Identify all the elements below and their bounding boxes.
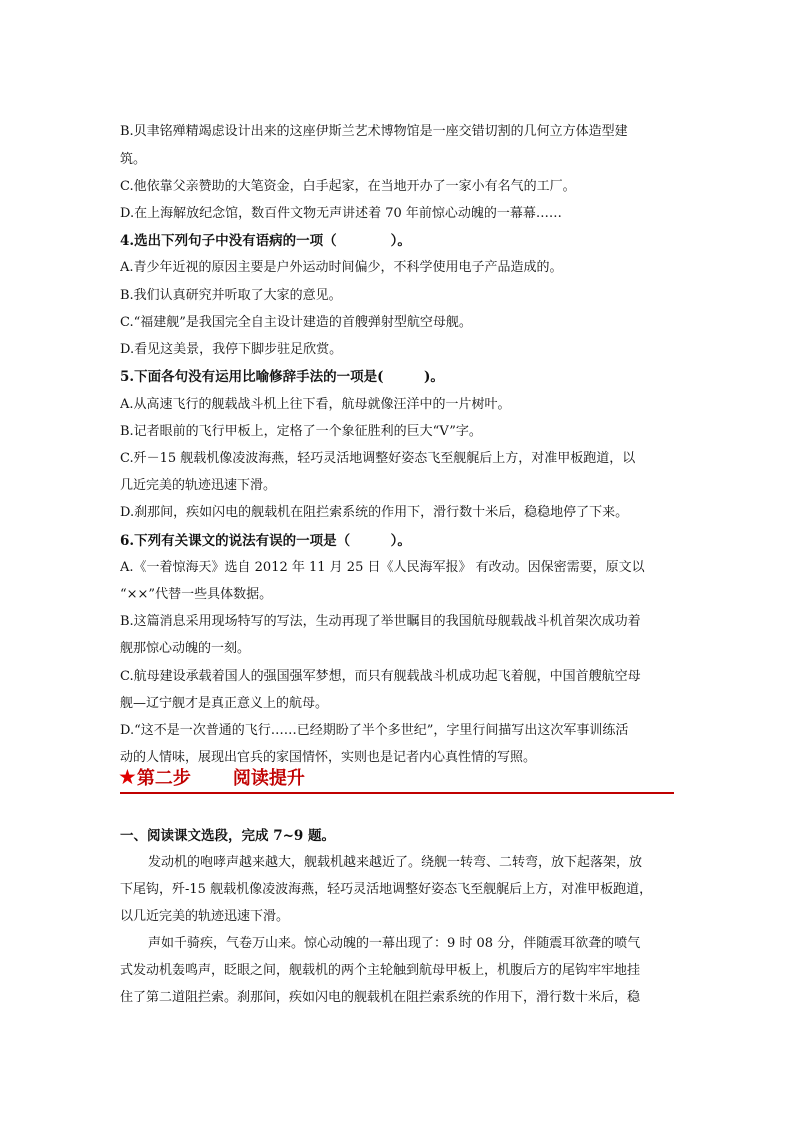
option-6d-line-2: 动的人情味，展现出官兵的家国情怀，实则也是记者内心真性情的写照。	[120, 750, 537, 765]
option-5b: B.记者眼前的飞行甲板上，定格了一个象征胜利的巨大“V”字。	[120, 424, 482, 439]
passage-p2-line-1: 声如千骑疾，气卷万山来。惊心动魄的一幕出现了：9 时 08 分，伴随震耳欲聋的喷气	[148, 936, 641, 951]
option-3c: C.他依靠父亲赞助的大笔资金，白手起家，在当地开办了一家小有名气的工厂。	[120, 179, 576, 194]
option-3b-line-1: B.贝聿铭殚精竭虑设计出来的这座伊斯兰艺术博物馆是一座交错切割的几何立方体造型建	[120, 124, 628, 139]
passage-p1-line-3: 以几近完美的轨迹迅速下滑。	[120, 909, 290, 924]
option-6a-line-1: A.《一着惊海天》选自 2012 年 11 月 25 日《人民海军报》 有改动。因保密需要，原文以	[120, 560, 645, 575]
section-name: 阅读提升	[232, 768, 305, 789]
question-6: 6.下列有关课文的说法有误的一项是（ ）。	[120, 533, 411, 549]
passage-p1-line-2: 下尾钩，歼-15 舰载机像凌波海燕，轻巧灵活地调整好姿态飞至舰艉后上方，对准甲板跑道，	[120, 882, 653, 897]
option-4c: C.“福建舰”是我国完全自主设计建造的首艘弹射型航空母舰。	[120, 315, 472, 330]
option-5a: A.从高速飞行的舰载战斗机上往下看，航母就像汪洋中的一片树叶。	[120, 397, 511, 412]
option-6c-line-2: 舰—辽宁舰才是真正意义上的航母。	[120, 696, 329, 711]
reading-heading: 一、阅读课文选段，完成 7~9 题。	[120, 828, 335, 844]
passage-p1-line-1: 发动机的咆哮声越来越大，舰载机越来越近了。绕舰一转弯、二转弯，放下起落架，放	[148, 855, 643, 870]
option-6b-line-1: B.这篇消息采用现场特写的写法，生动再现了举世瞩目的我国航母舰载战斗机首架次成功着	[120, 614, 641, 629]
option-3d: D.在上海解放纪念馆，数百件文物无声讲述着 70 年前惊心动魄的一幕幕……	[120, 206, 562, 221]
question-4: 4.选出下列句子中没有语病的一项（ ）。	[120, 233, 411, 249]
option-4a: A.青少年近视的原因主要是户外运动时间偏少，不科学使用电子产品造成的。	[120, 260, 563, 275]
option-6d-line-1: D.“这不是一次普通的飞行……已经期盼了半个多世纪”，字里行间描写出这次军事训练活	[120, 723, 629, 738]
star-icon: ★	[118, 765, 137, 789]
option-5c-line-1: C.歼－15 舰载机像凌波海燕，轻巧灵活地调整好姿态飞至舰艉后上方，对准甲板跑道，以	[120, 451, 636, 466]
passage-p2-line-3: 住了第二道阻拦索。刹那间，疾如闪电的舰载机在阻拦索系统的作用下，滑行数十米后，稳	[120, 990, 641, 1005]
section-step: 第二步	[136, 768, 191, 789]
question-5: 5.下面各句没有运用比喻修辞手法的一项是( )。	[120, 369, 444, 385]
option-6a-line-2: “××”代替一些具体数据。	[120, 587, 273, 602]
option-3b-line-2: 筑。	[120, 152, 147, 167]
section-divider	[120, 792, 674, 794]
option-6c-line-1: C.航母建设承载着国人的强国强军梦想，而只有舰载战斗机成功起飞着舰，中国首艘航空母	[120, 669, 641, 684]
option-5d: D.刹那间，疾如闪电的舰载机在阻拦索系统的作用下，滑行数十米后，稳稳地停了下来。	[120, 505, 629, 520]
option-5c-line-2: 几近完美的轨迹迅速下滑。	[120, 478, 277, 493]
option-6b-line-2: 舰那惊心动魄的一刻。	[120, 641, 251, 656]
option-4b: B.我们认真研究并听取了大家的意见。	[120, 288, 342, 303]
section-heading	[118, 762, 678, 792]
option-4d: D.看见这美景，我停下脚步驻足欣赏。	[120, 342, 343, 357]
passage-p2-line-2: 式发动机轰鸣声，眨眼之间，舰载机的两个主轮触到航母甲板上，机腹后方的尾钩牢牢地挂	[120, 963, 641, 978]
